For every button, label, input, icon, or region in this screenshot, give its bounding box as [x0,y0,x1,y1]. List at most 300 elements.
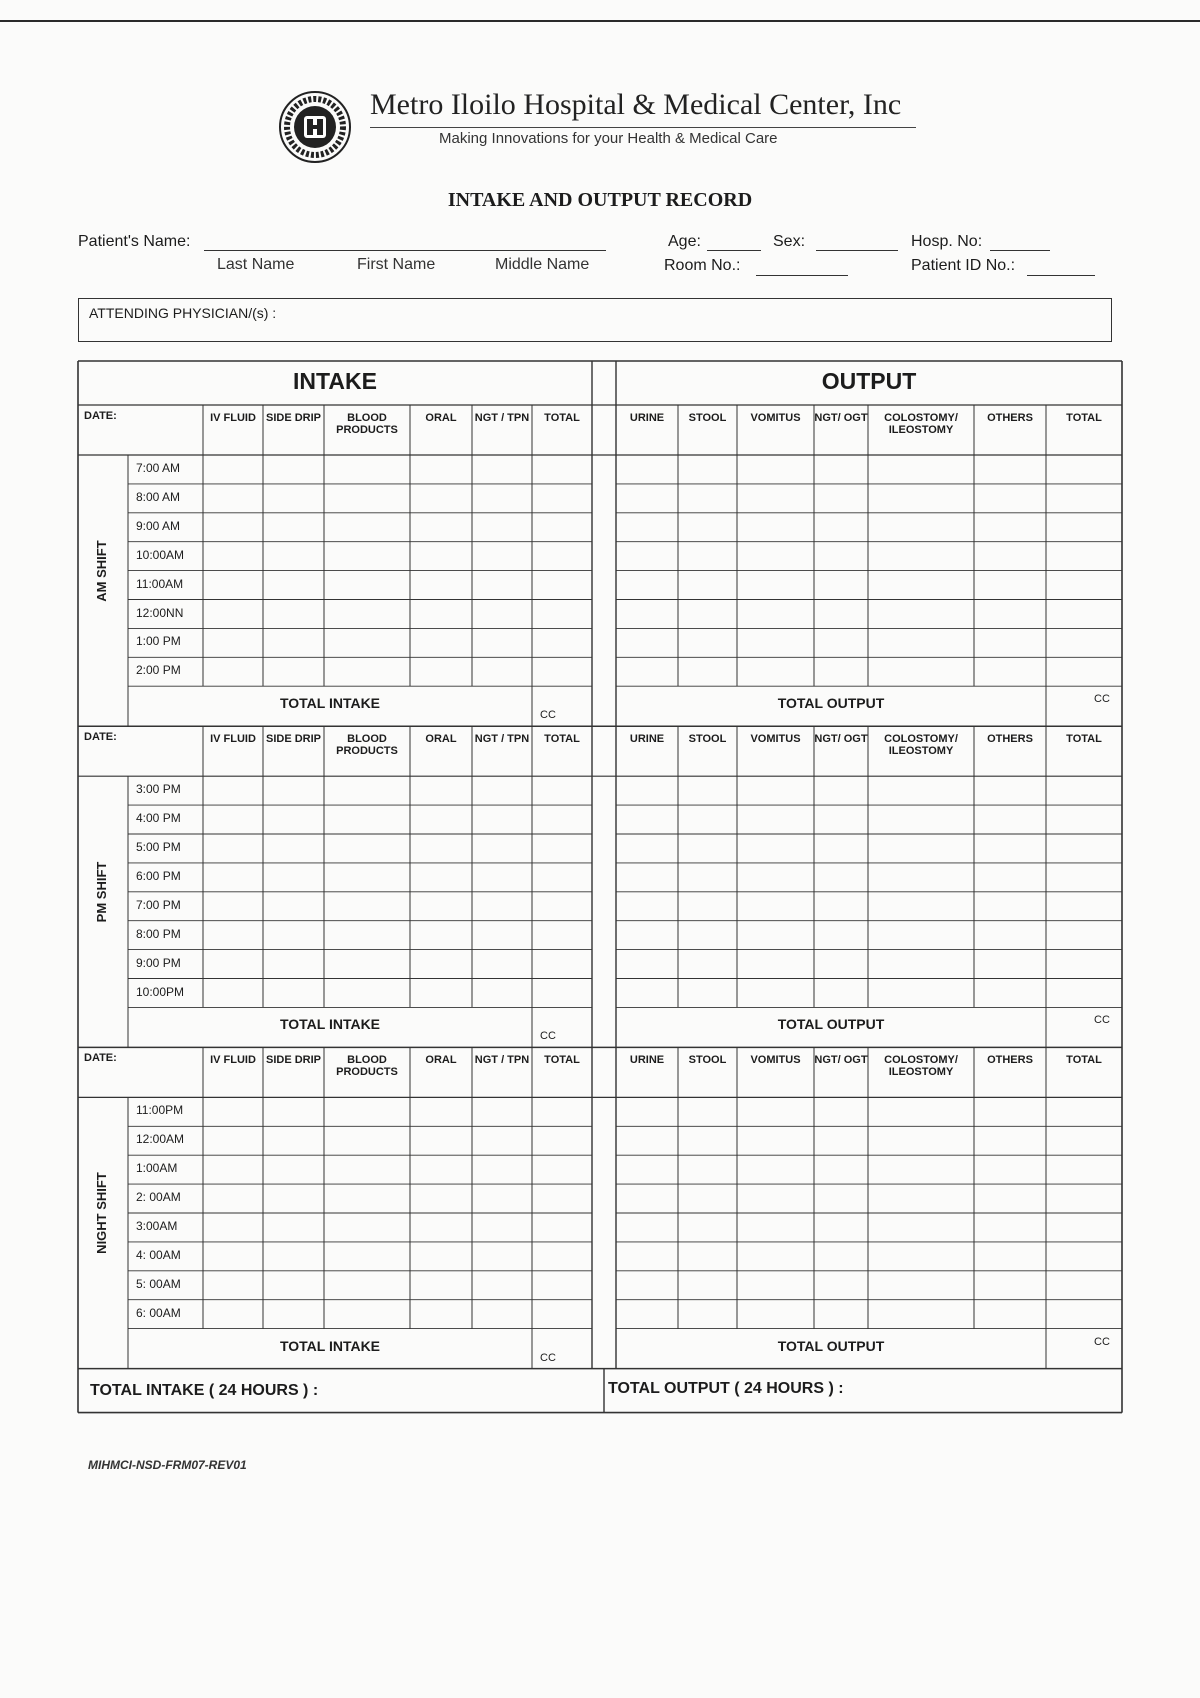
intake-cell-1-2-3[interactable] [324,834,410,863]
output-cell-0-0-1[interactable] [678,455,737,484]
total-intake-value-2[interactable] [532,1329,592,1369]
output-cell-2-7-5[interactable] [974,1300,1046,1329]
output-cell-0-2-5[interactable] [974,513,1046,542]
intake-cell-1-7-5[interactable] [472,979,532,1008]
output-cell-1-6-1[interactable] [678,950,737,979]
intake-cell-0-0-3[interactable] [324,455,410,484]
output-cell-2-0-4[interactable] [868,1097,974,1126]
output-cell-1-2-0[interactable] [616,834,678,863]
output-cell-2-0-2[interactable] [737,1097,814,1126]
output-cell-1-7-0[interactable] [616,979,678,1008]
intake-cell-1-3-3[interactable] [324,863,410,892]
intake-cell-1-4-6[interactable] [532,892,592,921]
intake-cell-2-1-3[interactable] [324,1126,410,1155]
intake-cell-0-5-6[interactable] [532,600,592,629]
output-cell-0-4-5[interactable] [974,571,1046,600]
intake-cell-1-4-5[interactable] [472,892,532,921]
intake-cell-2-0-6[interactable] [532,1097,592,1126]
output-cell-0-5-1[interactable] [678,600,737,629]
output-cell-1-7-3[interactable] [814,979,868,1008]
output-cell-1-0-2[interactable] [737,776,814,805]
output-cell-0-0-3[interactable] [814,455,868,484]
output-cell-0-3-5[interactable] [974,542,1046,571]
output-cell-0-1-2[interactable] [737,484,814,513]
output-cell-0-4-3[interactable] [814,571,868,600]
intake-cell-0-1-6[interactable] [532,484,592,513]
intake-cell-2-7-5[interactable] [472,1300,532,1329]
intake-cell-0-3-2[interactable] [263,542,324,571]
intake-cell-0-5-4[interactable] [410,600,472,629]
total-output-value-1[interactable] [1046,1007,1122,1047]
intake-cell-1-0-3[interactable] [324,776,410,805]
output-cell-1-0-1[interactable] [678,776,737,805]
intake-cell-1-1-4[interactable] [410,805,472,834]
intake-cell-2-4-6[interactable] [532,1213,592,1242]
output-cell-1-0-4[interactable] [868,776,974,805]
room-no-line[interactable] [756,275,848,276]
output-cell-2-2-2[interactable] [737,1155,814,1184]
output-cell-2-4-5[interactable] [974,1213,1046,1242]
output-cell-0-4-2[interactable] [737,571,814,600]
intake-cell-1-7-2[interactable] [263,979,324,1008]
output-cell-2-3-2[interactable] [737,1184,814,1213]
output-cell-2-6-0[interactable] [616,1271,678,1300]
output-cell-0-3-6[interactable] [1046,542,1122,571]
intake-cell-2-7-4[interactable] [410,1300,472,1329]
output-cell-0-4-4[interactable] [868,571,974,600]
output-cell-1-4-5[interactable] [974,892,1046,921]
intake-cell-1-7-6[interactable] [532,979,592,1008]
intake-cell-0-1-4[interactable] [410,484,472,513]
output-cell-0-2-6[interactable] [1046,513,1122,542]
intake-cell-2-4-4[interactable] [410,1213,472,1242]
output-cell-2-6-5[interactable] [974,1271,1046,1300]
intake-cell-1-2-5[interactable] [472,834,532,863]
intake-cell-0-4-3[interactable] [324,571,410,600]
intake-cell-1-5-5[interactable] [472,921,532,950]
intake-cell-1-1-2[interactable] [263,805,324,834]
output-cell-0-4-0[interactable] [616,571,678,600]
intake-cell-1-4-4[interactable] [410,892,472,921]
output-cell-2-1-4[interactable] [868,1126,974,1155]
output-cell-0-4-1[interactable] [678,571,737,600]
intake-cell-0-7-1[interactable] [203,657,263,686]
intake-cell-1-1-3[interactable] [324,805,410,834]
intake-cell-0-2-2[interactable] [263,513,324,542]
output-cell-0-7-6[interactable] [1046,657,1122,686]
output-cell-1-3-2[interactable] [737,863,814,892]
output-cell-2-4-3[interactable] [814,1213,868,1242]
output-cell-0-5-2[interactable] [737,600,814,629]
output-cell-0-6-6[interactable] [1046,628,1122,657]
intake-cell-2-4-5[interactable] [472,1213,532,1242]
output-cell-1-5-5[interactable] [974,921,1046,950]
intake-cell-2-1-6[interactable] [532,1126,592,1155]
output-cell-2-4-4[interactable] [868,1213,974,1242]
output-cell-1-5-1[interactable] [678,921,737,950]
intake-cell-2-5-5[interactable] [472,1242,532,1271]
output-cell-0-7-4[interactable] [868,657,974,686]
intake-cell-2-5-3[interactable] [324,1242,410,1271]
intake-cell-0-0-5[interactable] [472,455,532,484]
total-intake-value-1[interactable] [532,1007,592,1047]
output-cell-2-3-3[interactable] [814,1184,868,1213]
output-cell-0-3-2[interactable] [737,542,814,571]
output-cell-1-4-2[interactable] [737,892,814,921]
output-cell-2-6-1[interactable] [678,1271,737,1300]
output-cell-2-7-4[interactable] [868,1300,974,1329]
output-cell-0-6-5[interactable] [974,628,1046,657]
attending-physician-box[interactable] [78,298,1112,342]
intake-cell-1-4-3[interactable] [324,892,410,921]
intake-cell-0-2-5[interactable] [472,513,532,542]
output-cell-0-7-5[interactable] [974,657,1046,686]
output-cell-0-0-6[interactable] [1046,455,1122,484]
output-cell-0-1-5[interactable] [974,484,1046,513]
output-cell-1-3-1[interactable] [678,863,737,892]
intake-cell-0-6-6[interactable] [532,628,592,657]
intake-cell-0-4-6[interactable] [532,571,592,600]
total-intake-value-0[interactable] [532,686,592,726]
output-cell-0-5-0[interactable] [616,600,678,629]
output-cell-1-6-0[interactable] [616,950,678,979]
intake-cell-0-7-6[interactable] [532,657,592,686]
output-cell-1-5-0[interactable] [616,921,678,950]
intake-cell-1-2-6[interactable] [532,834,592,863]
output-cell-1-6-2[interactable] [737,950,814,979]
intake-cell-2-2-4[interactable] [410,1155,472,1184]
output-cell-1-4-3[interactable] [814,892,868,921]
intake-cell-1-4-2[interactable] [263,892,324,921]
output-cell-2-1-1[interactable] [678,1126,737,1155]
intake-cell-0-5-5[interactable] [472,600,532,629]
intake-cell-1-5-2[interactable] [263,921,324,950]
output-cell-0-1-4[interactable] [868,484,974,513]
intake-cell-1-3-4[interactable] [410,863,472,892]
output-cell-1-1-4[interactable] [868,805,974,834]
output-cell-1-2-2[interactable] [737,834,814,863]
intake-cell-0-6-3[interactable] [324,628,410,657]
intake-cell-2-0-5[interactable] [472,1097,532,1126]
output-cell-1-5-6[interactable] [1046,921,1122,950]
intake-cell-0-6-5[interactable] [472,628,532,657]
intake-cell-2-7-6[interactable] [532,1300,592,1329]
output-cell-2-5-6[interactable] [1046,1242,1122,1271]
output-cell-0-7-2[interactable] [737,657,814,686]
intake-cell-0-4-5[interactable] [472,571,532,600]
total-output-value-2[interactable] [1046,1329,1122,1369]
output-cell-0-7-1[interactable] [678,657,737,686]
output-cell-1-1-3[interactable] [814,805,868,834]
output-cell-2-3-0[interactable] [616,1184,678,1213]
intake-cell-0-4-2[interactable] [263,571,324,600]
intake-cell-1-6-2[interactable] [263,950,324,979]
output-cell-2-7-1[interactable] [678,1300,737,1329]
output-cell-2-3-4[interactable] [868,1184,974,1213]
intake-cell-1-3-2[interactable] [263,863,324,892]
intake-cell-1-6-3[interactable] [324,950,410,979]
output-cell-1-6-5[interactable] [974,950,1046,979]
intake-cell-0-1-3[interactable] [324,484,410,513]
intake-cell-2-6-1[interactable] [203,1271,263,1300]
intake-cell-1-6-1[interactable] [203,950,263,979]
output-cell-0-2-4[interactable] [868,513,974,542]
output-cell-2-5-0[interactable] [616,1242,678,1271]
output-cell-1-2-1[interactable] [678,834,737,863]
output-cell-1-6-4[interactable] [868,950,974,979]
intake-cell-2-3-4[interactable] [410,1184,472,1213]
intake-cell-1-3-5[interactable] [472,863,532,892]
output-cell-1-4-0[interactable] [616,892,678,921]
intake-cell-0-2-3[interactable] [324,513,410,542]
intake-cell-2-3-2[interactable] [263,1184,324,1213]
output-cell-2-7-2[interactable] [737,1300,814,1329]
output-cell-2-2-5[interactable] [974,1155,1046,1184]
output-cell-0-7-0[interactable] [616,657,678,686]
intake-cell-2-1-5[interactable] [472,1126,532,1155]
intake-cell-1-2-4[interactable] [410,834,472,863]
intake-cell-0-1-5[interactable] [472,484,532,513]
output-cell-0-3-4[interactable] [868,542,974,571]
intake-cell-1-7-3[interactable] [324,979,410,1008]
output-cell-0-3-3[interactable] [814,542,868,571]
output-cell-2-1-6[interactable] [1046,1126,1122,1155]
output-cell-0-2-2[interactable] [737,513,814,542]
output-cell-1-4-6[interactable] [1046,892,1122,921]
output-cell-0-6-3[interactable] [814,628,868,657]
intake-cell-1-6-4[interactable] [410,950,472,979]
output-cell-0-1-1[interactable] [678,484,737,513]
intake-cell-1-3-1[interactable] [203,863,263,892]
intake-cell-2-2-2[interactable] [263,1155,324,1184]
output-cell-2-7-6[interactable] [1046,1300,1122,1329]
output-cell-2-6-4[interactable] [868,1271,974,1300]
total-output-24h-value[interactable] [604,1369,1122,1413]
intake-cell-2-1-1[interactable] [203,1126,263,1155]
output-cell-2-1-2[interactable] [737,1126,814,1155]
output-cell-1-2-4[interactable] [868,834,974,863]
output-cell-1-0-3[interactable] [814,776,868,805]
output-cell-0-0-2[interactable] [737,455,814,484]
intake-cell-1-7-1[interactable] [203,979,263,1008]
intake-cell-0-0-6[interactable] [532,455,592,484]
intake-cell-0-6-4[interactable] [410,628,472,657]
intake-cell-2-0-1[interactable] [203,1097,263,1126]
output-cell-0-4-6[interactable] [1046,571,1122,600]
intake-cell-2-0-3[interactable] [324,1097,410,1126]
output-cell-2-2-0[interactable] [616,1155,678,1184]
output-cell-2-0-0[interactable] [616,1097,678,1126]
output-cell-2-2-3[interactable] [814,1155,868,1184]
intake-cell-1-5-4[interactable] [410,921,472,950]
intake-cell-0-3-4[interactable] [410,542,472,571]
intake-cell-0-1-1[interactable] [203,484,263,513]
patient-name-line[interactable] [204,250,606,251]
intake-cell-2-6-6[interactable] [532,1271,592,1300]
intake-cell-1-5-3[interactable] [324,921,410,950]
output-cell-0-5-4[interactable] [868,600,974,629]
output-cell-1-5-2[interactable] [737,921,814,950]
intake-cell-2-3-1[interactable] [203,1184,263,1213]
intake-cell-2-1-2[interactable] [263,1126,324,1155]
output-cell-0-2-0[interactable] [616,513,678,542]
intake-cell-2-3-6[interactable] [532,1184,592,1213]
output-cell-0-0-5[interactable] [974,455,1046,484]
output-cell-1-6-6[interactable] [1046,950,1122,979]
total-intake-24h-value[interactable] [78,1369,604,1413]
intake-cell-2-6-2[interactable] [263,1271,324,1300]
output-cell-0-6-1[interactable] [678,628,737,657]
output-cell-1-2-3[interactable] [814,834,868,863]
output-cell-2-6-6[interactable] [1046,1271,1122,1300]
output-cell-1-5-4[interactable] [868,921,974,950]
intake-cell-2-7-2[interactable] [263,1300,324,1329]
intake-cell-2-2-5[interactable] [472,1155,532,1184]
output-cell-1-4-4[interactable] [868,892,974,921]
output-cell-1-3-6[interactable] [1046,863,1122,892]
output-cell-2-7-0[interactable] [616,1300,678,1329]
output-cell-2-3-1[interactable] [678,1184,737,1213]
intake-cell-1-5-6[interactable] [532,921,592,950]
output-cell-2-0-6[interactable] [1046,1097,1122,1126]
intake-cell-0-3-1[interactable] [203,542,263,571]
intake-cell-1-3-6[interactable] [532,863,592,892]
output-cell-2-4-6[interactable] [1046,1213,1122,1242]
intake-cell-0-7-3[interactable] [324,657,410,686]
intake-cell-2-5-4[interactable] [410,1242,472,1271]
intake-cell-1-0-4[interactable] [410,776,472,805]
output-cell-0-1-6[interactable] [1046,484,1122,513]
intake-cell-2-6-3[interactable] [324,1271,410,1300]
intake-cell-2-3-5[interactable] [472,1184,532,1213]
output-cell-2-4-0[interactable] [616,1213,678,1242]
intake-cell-0-6-2[interactable] [263,628,324,657]
intake-cell-1-6-6[interactable] [532,950,592,979]
intake-cell-2-2-6[interactable] [532,1155,592,1184]
output-cell-1-5-3[interactable] [814,921,868,950]
output-cell-0-0-4[interactable] [868,455,974,484]
output-cell-1-1-5[interactable] [974,805,1046,834]
intake-cell-1-7-4[interactable] [410,979,472,1008]
output-cell-1-1-2[interactable] [737,805,814,834]
intake-cell-0-5-3[interactable] [324,600,410,629]
output-cell-2-6-3[interactable] [814,1271,868,1300]
intake-cell-2-3-3[interactable] [324,1184,410,1213]
intake-cell-0-1-2[interactable] [263,484,324,513]
output-cell-2-7-3[interactable] [814,1300,868,1329]
intake-cell-1-0-2[interactable] [263,776,324,805]
output-cell-0-3-1[interactable] [678,542,737,571]
output-cell-2-1-0[interactable] [616,1126,678,1155]
intake-cell-2-5-1[interactable] [203,1242,263,1271]
output-cell-1-4-1[interactable] [678,892,737,921]
intake-cell-0-5-2[interactable] [263,600,324,629]
intake-cell-2-2-1[interactable] [203,1155,263,1184]
output-cell-2-4-2[interactable] [737,1213,814,1242]
intake-cell-0-0-4[interactable] [410,455,472,484]
output-cell-2-5-1[interactable] [678,1242,737,1271]
output-cell-2-2-6[interactable] [1046,1155,1122,1184]
intake-cell-0-3-6[interactable] [532,542,592,571]
output-cell-1-6-3[interactable] [814,950,868,979]
intake-cell-2-4-2[interactable] [263,1213,324,1242]
intake-cell-0-3-3[interactable] [324,542,410,571]
output-cell-0-6-4[interactable] [868,628,974,657]
output-cell-2-5-4[interactable] [868,1242,974,1271]
output-cell-1-1-6[interactable] [1046,805,1122,834]
output-cell-1-3-4[interactable] [868,863,974,892]
sex-line[interactable] [816,250,898,251]
output-cell-1-3-5[interactable] [974,863,1046,892]
intake-cell-0-3-5[interactable] [472,542,532,571]
intake-cell-1-0-1[interactable] [203,776,263,805]
intake-cell-1-1-1[interactable] [203,805,263,834]
output-cell-2-0-3[interactable] [814,1097,868,1126]
intake-cell-1-2-1[interactable] [203,834,263,863]
output-cell-0-5-5[interactable] [974,600,1046,629]
output-cell-0-5-6[interactable] [1046,600,1122,629]
output-cell-2-0-1[interactable] [678,1097,737,1126]
intake-cell-0-0-1[interactable] [203,455,263,484]
intake-cell-1-0-5[interactable] [472,776,532,805]
output-cell-1-2-5[interactable] [974,834,1046,863]
intake-cell-0-2-4[interactable] [410,513,472,542]
intake-cell-2-6-5[interactable] [472,1271,532,1300]
output-cell-1-7-2[interactable] [737,979,814,1008]
output-cell-0-2-3[interactable] [814,513,868,542]
hosp-no-line[interactable] [990,250,1050,251]
intake-cell-0-7-4[interactable] [410,657,472,686]
intake-cell-1-1-6[interactable] [532,805,592,834]
output-cell-1-7-1[interactable] [678,979,737,1008]
intake-cell-2-0-4[interactable] [410,1097,472,1126]
intake-cell-0-2-1[interactable] [203,513,263,542]
intake-cell-0-0-2[interactable] [263,455,324,484]
intake-cell-0-7-5[interactable] [472,657,532,686]
output-cell-2-4-1[interactable] [678,1213,737,1242]
intake-cell-2-6-4[interactable] [410,1271,472,1300]
intake-cell-1-0-6[interactable] [532,776,592,805]
intake-cell-2-0-2[interactable] [263,1097,324,1126]
intake-cell-0-6-1[interactable] [203,628,263,657]
output-cell-2-2-1[interactable] [678,1155,737,1184]
output-cell-0-6-2[interactable] [737,628,814,657]
output-cell-2-1-5[interactable] [974,1126,1046,1155]
output-cell-1-1-1[interactable] [678,805,737,834]
output-cell-1-0-0[interactable] [616,776,678,805]
intake-cell-2-5-6[interactable] [532,1242,592,1271]
output-cell-1-3-0[interactable] [616,863,678,892]
output-cell-1-1-0[interactable] [616,805,678,834]
intake-cell-1-6-5[interactable] [472,950,532,979]
output-cell-2-2-4[interactable] [868,1155,974,1184]
output-cell-1-2-6[interactable] [1046,834,1122,863]
output-cell-2-5-5[interactable] [974,1242,1046,1271]
intake-cell-1-4-1[interactable] [203,892,263,921]
output-cell-0-0-0[interactable] [616,455,678,484]
output-cell-2-5-2[interactable] [737,1242,814,1271]
age-line[interactable] [707,250,761,251]
output-cell-1-7-6[interactable] [1046,979,1122,1008]
output-cell-1-7-5[interactable] [974,979,1046,1008]
intake-cell-2-4-3[interactable] [324,1213,410,1242]
output-cell-1-0-6[interactable] [1046,776,1122,805]
output-cell-0-5-3[interactable] [814,600,868,629]
intake-cell-2-4-1[interactable] [203,1213,263,1242]
output-cell-0-2-1[interactable] [678,513,737,542]
intake-cell-1-1-5[interactable] [472,805,532,834]
intake-cell-0-5-1[interactable] [203,600,263,629]
